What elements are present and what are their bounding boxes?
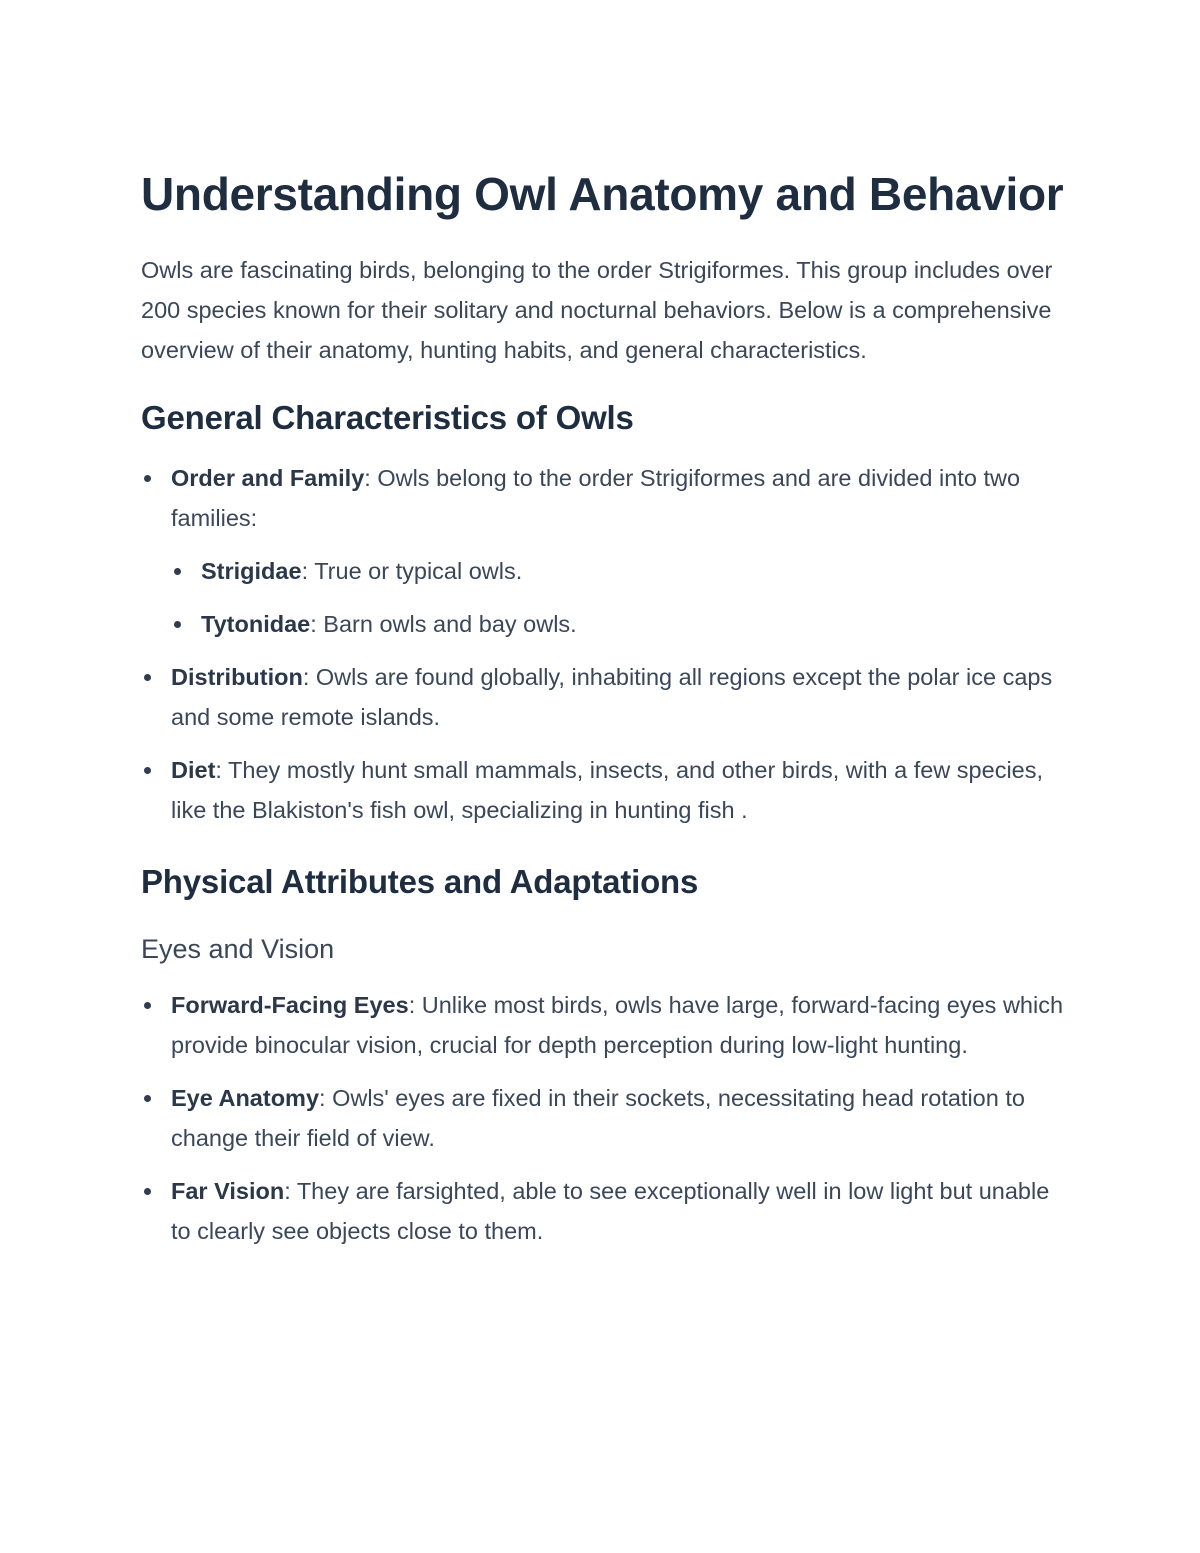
list-item-diet (141, 750, 1071, 830)
list-item-term: Distribution (171, 664, 303, 690)
list-item-text: : Owls belong to the order Strigiformes and are divided into two families: (171, 465, 1021, 531)
list-item-order-family (141, 458, 1071, 644)
list-item-term: Diet (171, 757, 216, 783)
list-item-forward-facing-eyes (141, 985, 1071, 1065)
page-title: Understanding Owl Anatomy and Behavior (141, 168, 1064, 220)
subsection-heading-eyes: Eyes and Vision (141, 934, 335, 964)
sublist-item-tytonidae (171, 604, 1071, 644)
section-heading-physical: Physical Attributes and Adaptations (141, 863, 699, 900)
list-item-term: Order and Family (171, 465, 365, 491)
list-item-text: : True or typical owls. (301, 558, 523, 584)
sublist-item-strigidae (171, 551, 1071, 591)
list-item-term: Strigidae (201, 558, 302, 584)
list-item-term: Eye Anatomy (171, 1085, 320, 1111)
list-item-term: Forward-Facing Eyes (171, 992, 409, 1018)
list-item-text: : They mostly hunt small mammals, insects, and other birds, with a few species, like the Blakiston's fish owl, specializing in hunting fish . (171, 757, 1044, 823)
section-heading-general: General Characteristics of Owls (141, 399, 634, 436)
list-item-distribution (141, 657, 1071, 737)
list-item-term: Tytonidae (201, 611, 311, 637)
intro-paragraph: Owls are fascinating birds, belonging to the order Strigiformes. This group includes over 200 species known for their solitary and nocturnal behaviors. Below is a comprehensive overview of their anatomy, hunting habits, and general characteristics. (141, 257, 1053, 363)
list-item-far-vision (141, 1171, 1071, 1251)
document-page (141, 163, 1071, 1251)
general-characteristics-list (141, 458, 1071, 830)
list-item-term: Far Vision (171, 1178, 285, 1204)
eyes-vision-list (141, 985, 1071, 1251)
families-sublist (171, 551, 1071, 644)
list-item-text: : Owls' eyes are fixed in their sockets, necessitating head rotation to change their field of view. (171, 1085, 1025, 1151)
list-item-text: : They are farsighted, able to see exceptionally well in low light but unable to clearly see objects close to them. (171, 1178, 1050, 1244)
list-item-text: : Owls are found globally, inhabiting all regions except the polar ice caps and some remote islands. (171, 664, 1053, 730)
list-item-text: : Unlike most birds, owls have large, forward-facing eyes which provide binocular vision, crucial for depth perception during low-light hunting. (171, 992, 1064, 1058)
list-item-eye-anatomy (141, 1078, 1071, 1158)
list-item-text: : Barn owls and bay owls. (310, 611, 577, 637)
